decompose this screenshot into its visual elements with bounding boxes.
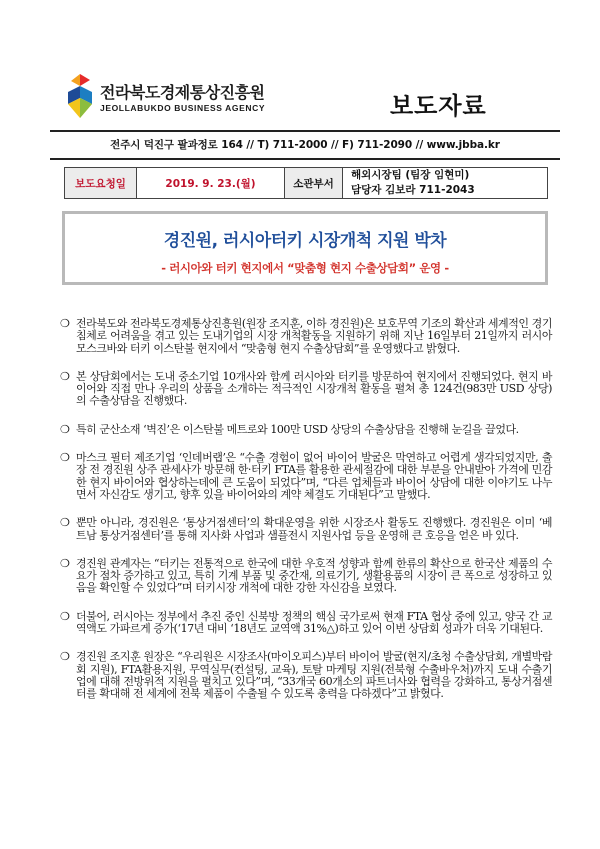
bullet-circle-icon: ❍ <box>60 516 70 530</box>
bullet-circle-icon: ❍ <box>60 422 70 436</box>
headline-subtitle: - 러시아와 터키 현지에서 “맞춤형 현지 수출상담회” 운영 - <box>161 261 449 275</box>
meta-table <box>64 167 548 199</box>
press-body <box>60 318 552 701</box>
bullet-circle-icon: ❍ <box>60 369 70 383</box>
paragraph-text: 전라북도와 전라북도경제통상진흥원(원장 조지훈, 이하 경진원)은 보호무역 기조의 확산과 세계적인 경기침체로 어려움을 겪고 있는 도내기업의 시장 개척활동을 지원하기 위해 지난 16일부터 21일까지 러시아 모스크바와 터키 이스탄불 현지에서 “맞춤형 현지 수출상담회”를 운영했다고 밝혔다. <box>76 317 552 355</box>
paragraph-text: 마스크 필터 제조기업 ‘인데버랩’은 “수출 경험이 없어 바이어 발굴은 막연하고 어렵게 생각되었지만, 출장 전 경진원 상주 관세사가 방문해 한·터키 FTA를 활용한 관세절감에 대한 부분을 안내받아 가격에 민감한 현지 바이어와 협상하는데에 큰 도움이 되었다”며, “다른 업체들과 바이어 상담에 대한 이야기도 나누면서 자신감도 생기고, 향후 있을 바이어와의 계약 체결도 기대된다”고 말했다. <box>76 451 552 501</box>
body-paragraph <box>60 517 552 542</box>
contact-line: 전주시 덕진구 팔과정로 164 // T) 711-2000 // F) 711-2090 // www.jbba.kr <box>50 130 560 160</box>
bullet-circle-icon: ❍ <box>60 650 70 664</box>
agency-logo-icon <box>66 72 94 120</box>
doc-type-title: 보도자료 <box>390 92 487 120</box>
paragraph-text: 본 상담회에서는 도내 중소기업 10개사와 함께 러시아와 터키를 방문하여 현지에서 진행되었다. 현지 바이어와 직접 만나 우리의 상품을 소개하는 적극적인 시장개척 활동을 펼쳐 총 124건(983만 USD 상당)의 수출상담을 진행했다. <box>76 369 552 408</box>
org-name: 전라북도경제통상진흥원 <box>100 83 265 102</box>
bullet-circle-icon: ❍ <box>60 609 70 623</box>
request-date-label: 보도요청일 <box>65 168 137 199</box>
department-label: 소관부서 <box>285 168 343 199</box>
body-paragraph <box>60 318 552 355</box>
request-date-value: 2019. 9. 23.(월) <box>137 168 285 199</box>
paragraph-text: 경진원 조지훈 원장은 “우리원은 시장조사(마이오피스)부터 바이어 발굴(현지/초청 수출상담회, 개별박람회 지원), FTA활용지원, 무역실무(컨설팅, 교육), 토탈 마케팅 지원(전북형 수출바우처)까지 도내 수출기업에 대해 전방위적 지원을 펼치고 있다”며, “33개국 60개소의 파트너사와 협력을 강화하고, 통상거점센터를 확대해 전 세계에 전북 제품이 수출될 수 있도록 총력을 다하겠다”고 밝혔다. <box>76 650 552 701</box>
headline-box <box>62 211 548 285</box>
bullet-circle-icon: ❍ <box>60 317 70 330</box>
body-paragraph <box>60 651 552 700</box>
paragraph-text: 더불어, 러시아는 정부에서 추진 중인 신북방 정책의 핵심 국가로써 현재 FTA 협상 중에 있고, 양국 간 교역액도 가파르게 증가(‘17년 대비 ‘18년도 교역액 31%△)하고 있어 이번 상담회 성과가 더욱 기대된다. <box>76 609 552 636</box>
body-paragraph <box>60 424 552 436</box>
body-paragraph <box>60 371 552 408</box>
body-paragraph <box>60 452 552 501</box>
org-english-name: JEOLLABUKDO BUSINESS AGENCY <box>100 103 266 113</box>
department-team: 해외시장팀 (팀장 임현미) 담당자 김보라 711-2043 <box>343 168 548 199</box>
headline-title: 경진원, 러시아터키 시장개척 지원 박차 <box>163 231 447 251</box>
bullet-circle-icon: ❍ <box>60 556 70 570</box>
paragraph-text: 경진원 관계자는 “터키는 전통적으로 한국에 대한 우호적 성향과 함께 한류의 확산으로 한국산 제품의 수요가 점차 증가하고 있고, 특히 기계 부품 및 중간재, 의료기기, 생활용품의 시장이 큰 폭으로 성장하고 있음을 확인할 수 있었다”며 터키시장 개척에 대한 강한 자신감을 보였다. <box>76 556 552 595</box>
bullet-circle-icon: ❍ <box>60 451 70 465</box>
body-paragraph <box>60 558 552 595</box>
paragraph-text: 뿐만 아니라, 경진원은 ‘통상거점센터’의 확대운영을 위한 시장조사 활동도 진행했다. 경진원은 이미 ‘베트남 통상거점센터’를 통해 지사화 사업과 샘플전시 지원사업 등을 운영해 큰 호응을 얻은 바 있다. <box>76 516 552 542</box>
paragraph-text: 특히 군산소재 ‘벽진’은 이스탄불 메트로와 100만 USD 상당의 수출상담을 진행해 눈길을 끌었다. <box>76 422 519 436</box>
body-paragraph <box>60 611 552 636</box>
